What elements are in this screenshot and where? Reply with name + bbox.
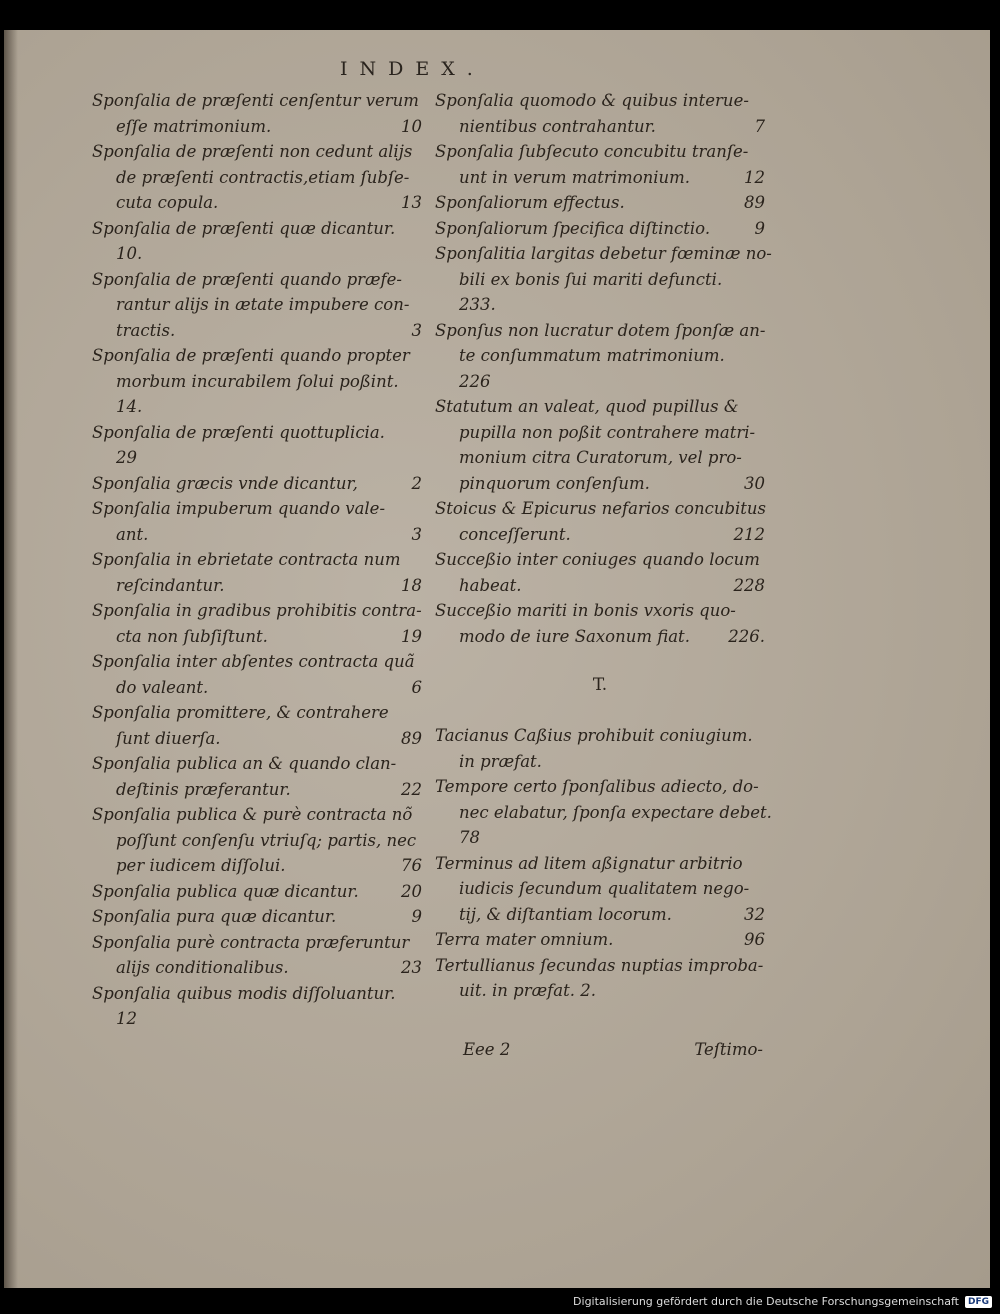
entry-line [435,88,765,114]
index-entry [435,953,765,1004]
entry-text: unt in verum matrimonium. [459,167,691,187]
entry-line [92,981,422,1007]
entry-line [435,114,765,140]
entry-line [92,165,422,191]
entry-line [92,420,422,446]
entry-line [435,978,765,1004]
index-entry [92,981,422,1032]
entry-line [92,598,422,624]
spine-shadow [4,30,18,1288]
entry-line [92,496,422,522]
entry-line [435,547,765,573]
page-number: 10 [401,116,422,136]
entry-line [92,88,422,114]
entry-text: Sponſaliorum effectus. [435,193,625,212]
entry-text: Sponſalia publica an & quando clan- [92,754,397,773]
entry-text: conceſſerunt. [459,524,571,544]
entry-text: per iudicem diſſolui. [116,856,286,875]
entry-text: Sponſalia impuberum quando vale- [92,499,386,518]
entry-text: Statutum an valeat, quod pupillus & [435,397,739,416]
entry-line [92,547,422,573]
entry-text: Sponſalia de præſenti quando præfe- [92,269,402,289]
entry-text: nientibus contrahantur. [459,116,656,136]
page-number: 23 [401,958,422,977]
entry-line [92,649,422,675]
signature-mark: Eee 2 [463,1040,511,1059]
entry-line [435,216,765,242]
entry-line [435,394,765,420]
page-header: INDEX. [340,58,485,80]
entry-line [92,726,422,752]
entry-line [435,800,772,826]
page-number: 14. [116,397,143,416]
entry-text: Terminus ad litem aßignatur arbitrio [435,853,743,873]
entry-text: Sponſalia inter abſentes contracta quã [92,652,415,671]
entry-text: rantur alijs in ætate impubere con- [116,295,410,314]
page-number: 22 [401,779,422,799]
entry-text: Sponſalia de præſenti quando propter [92,346,410,365]
entry-text: Sponſalia quomodo & quibus interue- [435,91,749,110]
entry-line [435,139,765,165]
entry-text: Sponſalia de præſenti quottuplicia. [92,422,385,442]
page-number: 76 [401,856,422,875]
index-entry [92,471,422,497]
entry-line [92,828,422,854]
entry-text: Succeßio mariti in bonis vxoris quo- [435,601,736,620]
entry-text: te conſummatum matrimonium. [459,346,725,365]
entry-line [435,927,765,953]
entry-line [92,216,422,242]
page-number: 20 [401,881,422,901]
index-entry [92,700,422,751]
entry-text: Sponſalia purè contracta præferuntur [92,932,410,952]
index-entry [435,216,765,242]
entry-text: morbum incurabilem ſolui poßint. [116,371,399,391]
page-number: 13 [401,193,422,212]
entry-line [92,853,422,879]
entry-text: reſcindantur. [116,575,225,595]
entry-text: cuta copula. [116,193,219,212]
entry-line [92,139,422,165]
entry-line [435,522,765,548]
entry-text: cta non ſubſiſtunt. [116,626,268,646]
entry-line [435,876,765,902]
entry-text: iudicis ſecundum qualitatem nego- [459,879,750,898]
left-column [92,88,422,1032]
entry-line [435,953,765,979]
dfg-logo: DFG [965,1296,992,1308]
entry-line [92,292,422,318]
index-entry [92,879,422,905]
entry-line [435,573,765,599]
index-entry [92,496,422,547]
index-entry [92,88,422,139]
entry-line [92,955,422,981]
entry-text: Sponſus non lucratur dotem ſponſæ an- [435,320,766,340]
entry-line [435,318,765,344]
entry-line [92,904,422,930]
page-number: 2 [411,473,422,493]
entry-line [92,267,422,293]
entry-line [92,369,422,395]
page-number: 32 [744,904,765,924]
entry-text: Tempore certo ſponſalibus adiecto, do- [435,777,759,796]
entry-text: alijs conditionalibus. [116,958,289,977]
entry-text: poſſunt conſenſu vtriuſq; partis, nec [116,830,417,850]
page-number: 19 [401,626,422,646]
entry-text: nec elabatur, ſponſa expectare debet. [459,802,772,822]
page-number: 18 [401,575,422,595]
entry-text: bili ex bonis ſui mariti defuncti. [459,269,723,289]
entry-line [435,445,765,471]
index-entry [435,241,772,318]
index-entry [435,851,765,928]
page-number: 10. [116,244,143,263]
entry-line [92,522,422,548]
entry-line [92,114,422,140]
page-number: 7 [754,116,765,136]
index-entry [435,88,765,139]
entry-line [435,749,765,775]
page-number: 6 [411,677,422,697]
index-entry [92,139,422,216]
catchword: Teſtimo- [694,1040,763,1059]
entry-line [435,471,765,497]
index-entry [435,547,765,598]
entry-text: Sponſaliorum ſpecifica diſtinctio. [435,218,711,238]
index-entry [92,751,422,802]
index-entry [92,930,422,981]
entry-text: eſſe matrimonium. [116,116,272,136]
entry-text: ant. [116,524,149,544]
page-number: 12 [116,1009,137,1028]
entry-line [92,675,422,701]
entry-text: Sponſalia ſubſecuto concubitu tranſe- [435,142,749,161]
entry-line [435,624,765,650]
entry-text: modo de iure Saxonum fiat. [459,626,690,646]
page-number: 228 [733,575,765,595]
entry-line [92,624,422,650]
page-number: 9 [754,218,765,238]
entry-text: Succeßio inter coniuges quando locum [435,550,760,569]
entry-line [92,573,422,599]
page-number: 78 [459,828,480,847]
entry-text: Sponſalia publica & purè contracta nõ [92,805,413,824]
index-entry [92,343,422,420]
entry-line [435,190,765,216]
page-number: 29 [116,448,137,467]
entry-line [435,723,765,749]
index-entry [92,649,422,700]
entry-text: Sponſalia græcis vnde dicantur, [92,473,358,493]
page-number: 3 [411,320,422,340]
entry-line [435,343,765,369]
page-number: 212 [733,524,765,544]
page-number: 226 [459,371,491,391]
entry-line [92,318,422,344]
index-entry [92,547,422,598]
index-entry [435,190,765,216]
entry-line [435,598,765,624]
entry-line [435,241,772,267]
index-entry [435,318,765,395]
entry-line [92,777,422,803]
index-entry [92,267,422,344]
page-number: 96 [744,930,765,949]
entry-line [92,751,422,777]
entry-text: Sponſalia in ebrietate contracta num [92,550,401,569]
page-number: 89 [744,193,765,212]
entry-line [92,930,422,956]
entry-text: Sponſalitia largitas debetur fœminæ no- [435,244,772,263]
page-number: 226. [728,626,765,646]
entry-line [92,343,422,369]
entry-line [435,902,765,928]
entry-text: Sponſalia de præſenti quæ dicantur. [92,218,396,238]
dfg-credit-text: Digitalisierung gefördert durch die Deutsche Forschungsgemeinschaft [573,1295,959,1308]
page-number: 89 [401,728,422,748]
entry-line [435,851,765,877]
entry-text: uit. in præfat. 2. [459,981,596,1000]
entry-text: Terra mater omnium. [435,930,614,949]
entry-text: pinquorum conſenſum. [459,473,650,493]
entry-text: Sponſalia quibus modis diſſoluantur. [92,983,396,1003]
index-entry [92,904,422,930]
entry-text: Sponſalia de præſenti cenſentur verum [92,91,419,110]
page-number: 233. [459,295,496,314]
entry-text: Stoicus & Epicurus nefarios concubitus [435,499,767,518]
index-entry [435,496,765,547]
entry-text: Sponſalia de præſenti non cedunt alijs [92,142,413,161]
index-entry [435,394,765,496]
entry-line [92,471,422,497]
page-number: 3 [411,524,422,544]
index-entry [435,774,772,851]
page-number: 30 [744,473,765,493]
index-entry [92,802,422,879]
page-number: 9 [411,907,422,926]
entry-line [92,879,422,905]
entry-line [92,802,422,828]
index-entry [92,598,422,649]
index-entry [435,139,765,190]
entry-line [92,190,422,216]
entry-text: Sponſalia pura quæ dicantur. [92,907,337,926]
dfg-credit [573,1295,992,1308]
entry-text: Sponſalia in gradibus prohibitis contra- [92,601,422,620]
entry-text: ſunt diuerſa. [116,728,221,748]
entry-line [435,496,765,522]
entry-text: de præſenti contractis,etiam ſubſe- [116,167,410,187]
index-entry [92,420,422,471]
entry-text: Sponſalia publica quæ dicantur. [92,881,359,901]
entry-text: deſtinis præferantur. [116,779,291,799]
entry-text: do valeant. [116,677,209,697]
entry-line [435,267,765,293]
entry-text: habeat. [459,575,522,595]
entry-text: Sponſalia promittere, & contrahere [92,703,389,722]
section-letter: T. [592,675,608,695]
index-entry [435,723,765,774]
entry-line [435,165,765,191]
page-number: 12 [744,167,765,187]
right-column [435,88,772,1004]
entry-text: Tertullianus ſecundas nuptias improba- [435,955,764,975]
entry-text: tij, & diſtantiam locorum. [459,904,672,924]
entry-line [92,700,422,726]
entry-text: tractis. [116,320,176,340]
entry-text: pupilla non poßit contrahere matri- [459,422,756,442]
entry-text: monium citra Curatorum, vel pro- [459,448,742,467]
entry-text: Tacianus Caßius prohibuit coniugium. [435,726,753,745]
index-entry [435,927,765,953]
index-entry [92,216,422,267]
entry-line [435,774,765,800]
entry-text: in præfat. [459,751,542,771]
index-entry [435,598,765,649]
entry-line [435,420,765,446]
